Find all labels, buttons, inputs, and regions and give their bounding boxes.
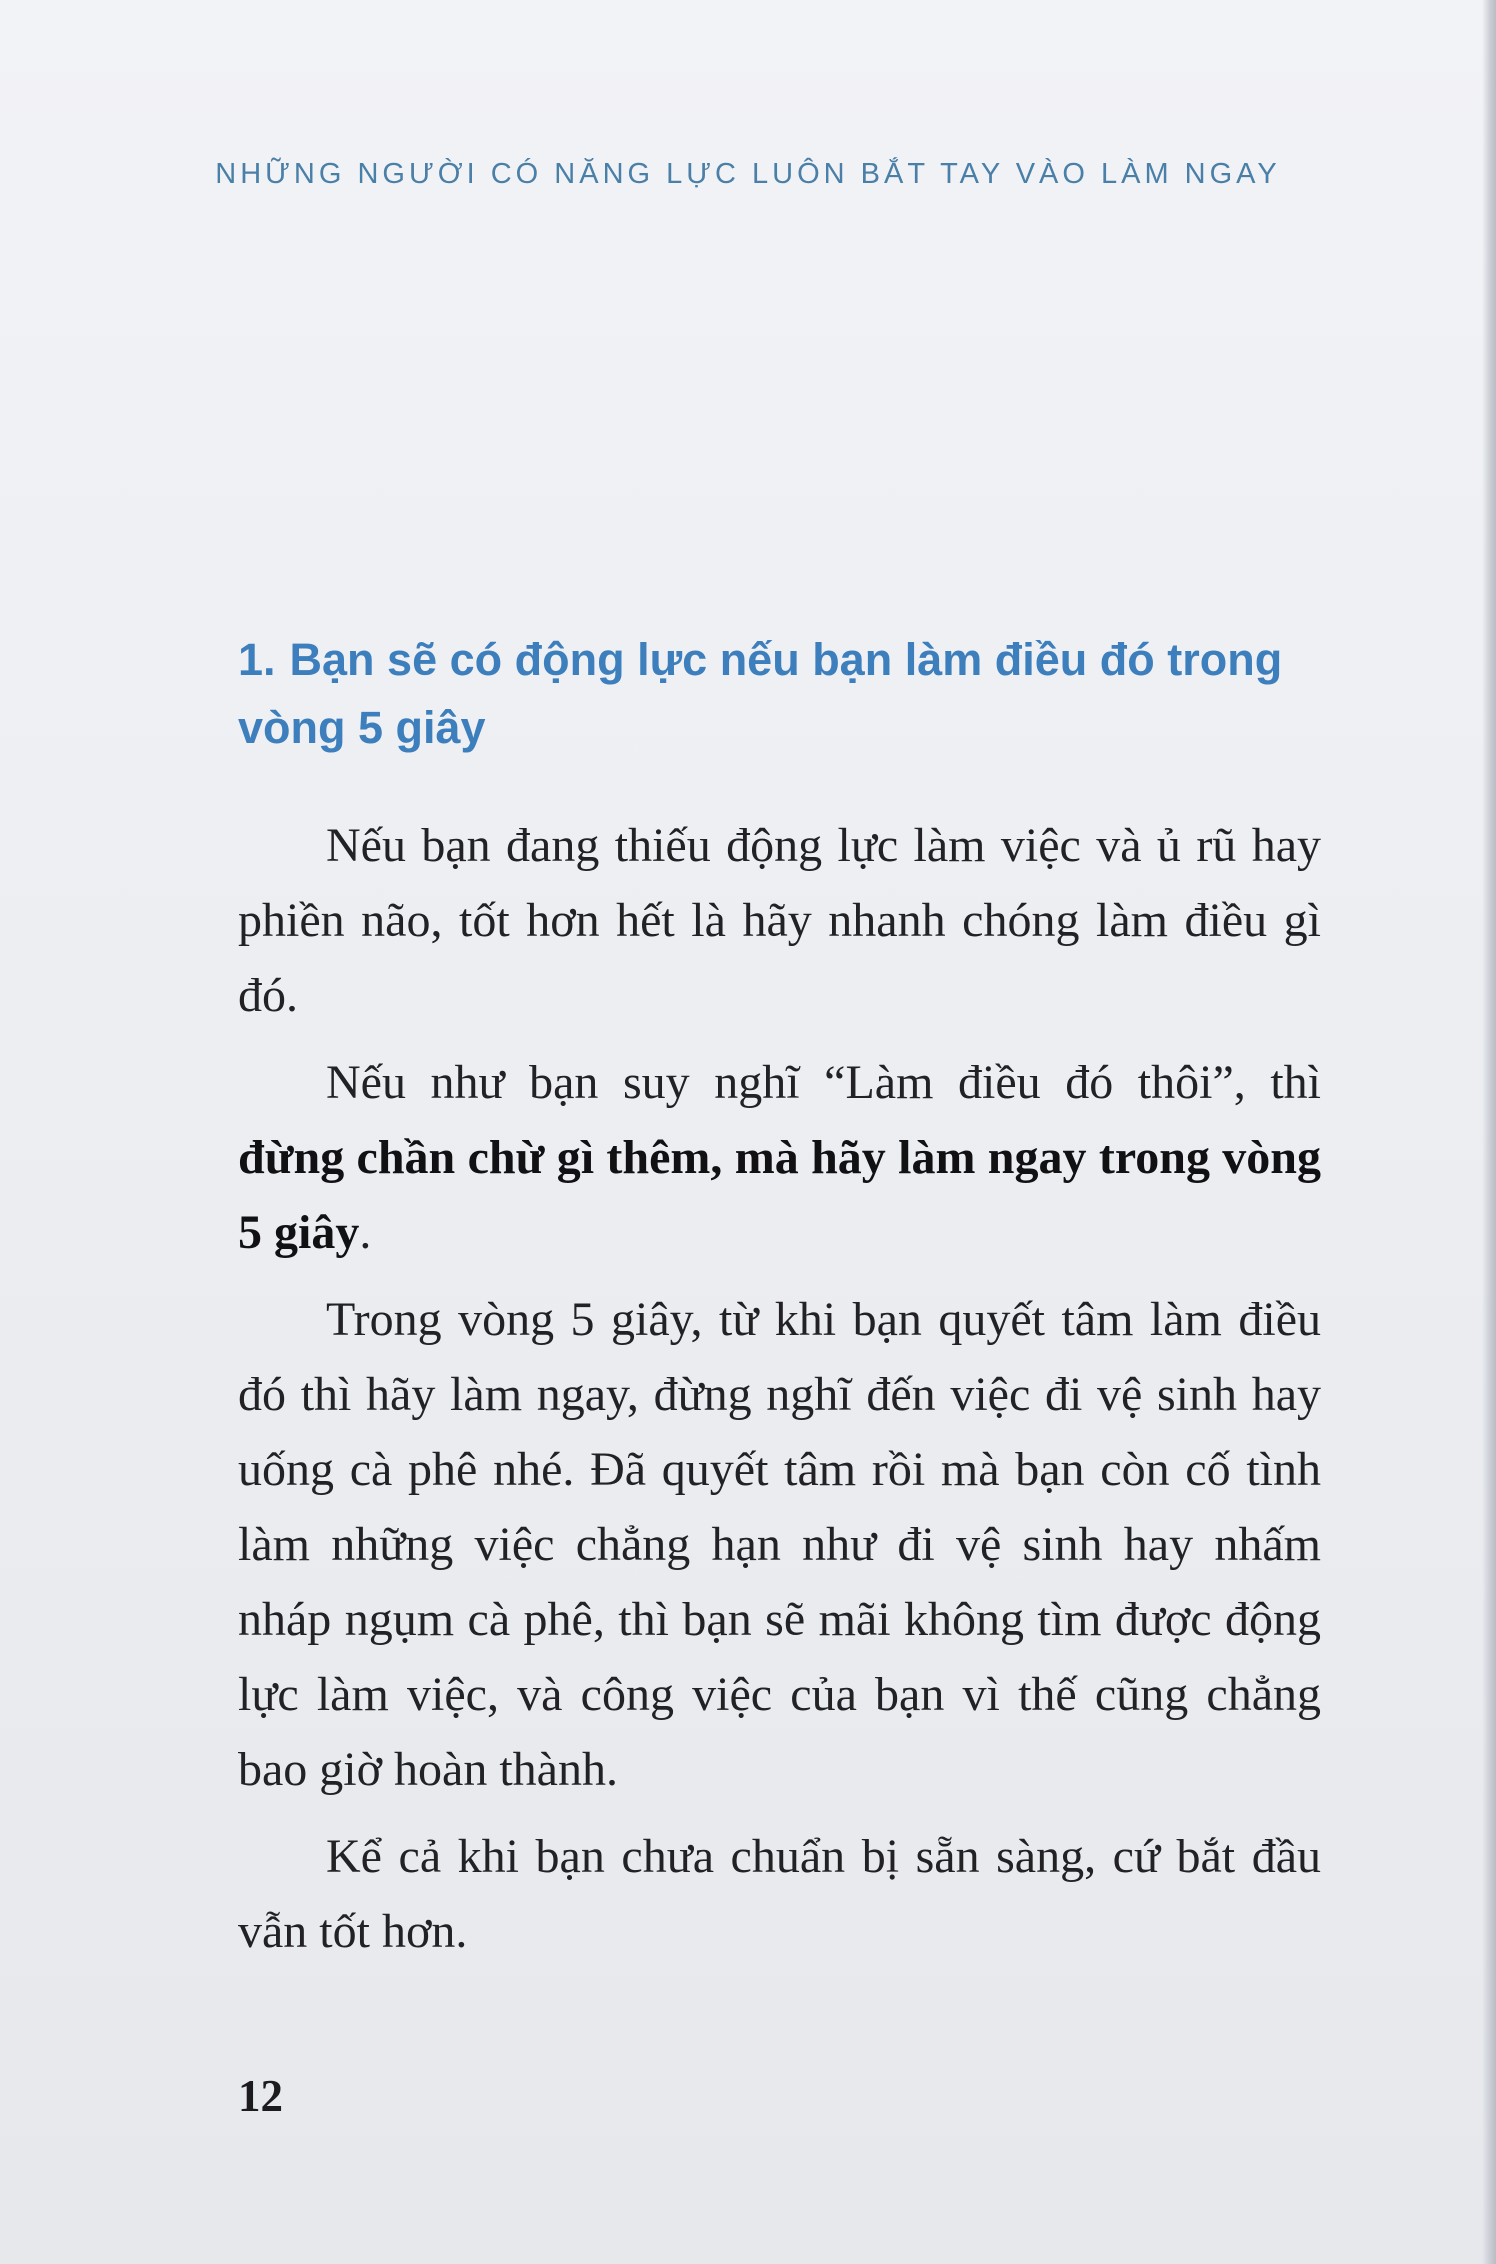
paragraph-2-end: .: [359, 1206, 372, 1259]
paragraph-3: Trong vòng 5 giây, từ khi bạn quyết tâm làm điều đó thì hãy làm ngay, đừng nghĩ đến việc đi vệ sinh hay uống cà phê nhé. Đã quyết tâm rồi mà bạn còn cố tình làm những việc chẳng hạn như đi vệ sinh hay nhấm nháp ngụm cà phê, thì bạn sẽ mãi không tìm được động lực làm việc, và công việc của bạn vì thế cũng chẳng bao giờ hoàn thành.: [238, 1293, 1321, 1796]
body-text: [238, 808, 1321, 1981]
section-heading: [238, 626, 1328, 762]
paragraph-1: Nếu bạn đang thiếu động lực làm việc và ủ rũ hay phiền não, tốt hơn hết là hãy nhanh chóng làm điều gì đó.: [238, 819, 1321, 1022]
paragraph-2-emphasis: đừng chần chừ gì thêm, mà hãy làm ngay trong vòng 5 giây: [238, 1131, 1321, 1259]
running-header: NHỮNG NGƯỜI CÓ NĂNG LỰC LUÔN BẮT TAY VÀO LÀM NGAY: [215, 158, 1281, 190]
paragraph-2: [238, 1045, 1321, 1270]
page-number: 12: [238, 2071, 283, 2121]
paragraph-2-lead: Nếu như bạn suy nghĩ “Làm điều đó thôi”, thì: [326, 1056, 1321, 1109]
page-edge-shadow: [1482, 0, 1496, 2264]
section-title: Bạn sẽ có động lực nếu bạn làm điều đó trong vòng 5 giây: [238, 634, 1283, 753]
section-number: 1.: [238, 634, 276, 685]
paragraph-4: Kể cả khi bạn chưa chuẩn bị sẵn sàng, cứ bắt đầu vẫn tốt hơn.: [238, 1830, 1321, 1958]
